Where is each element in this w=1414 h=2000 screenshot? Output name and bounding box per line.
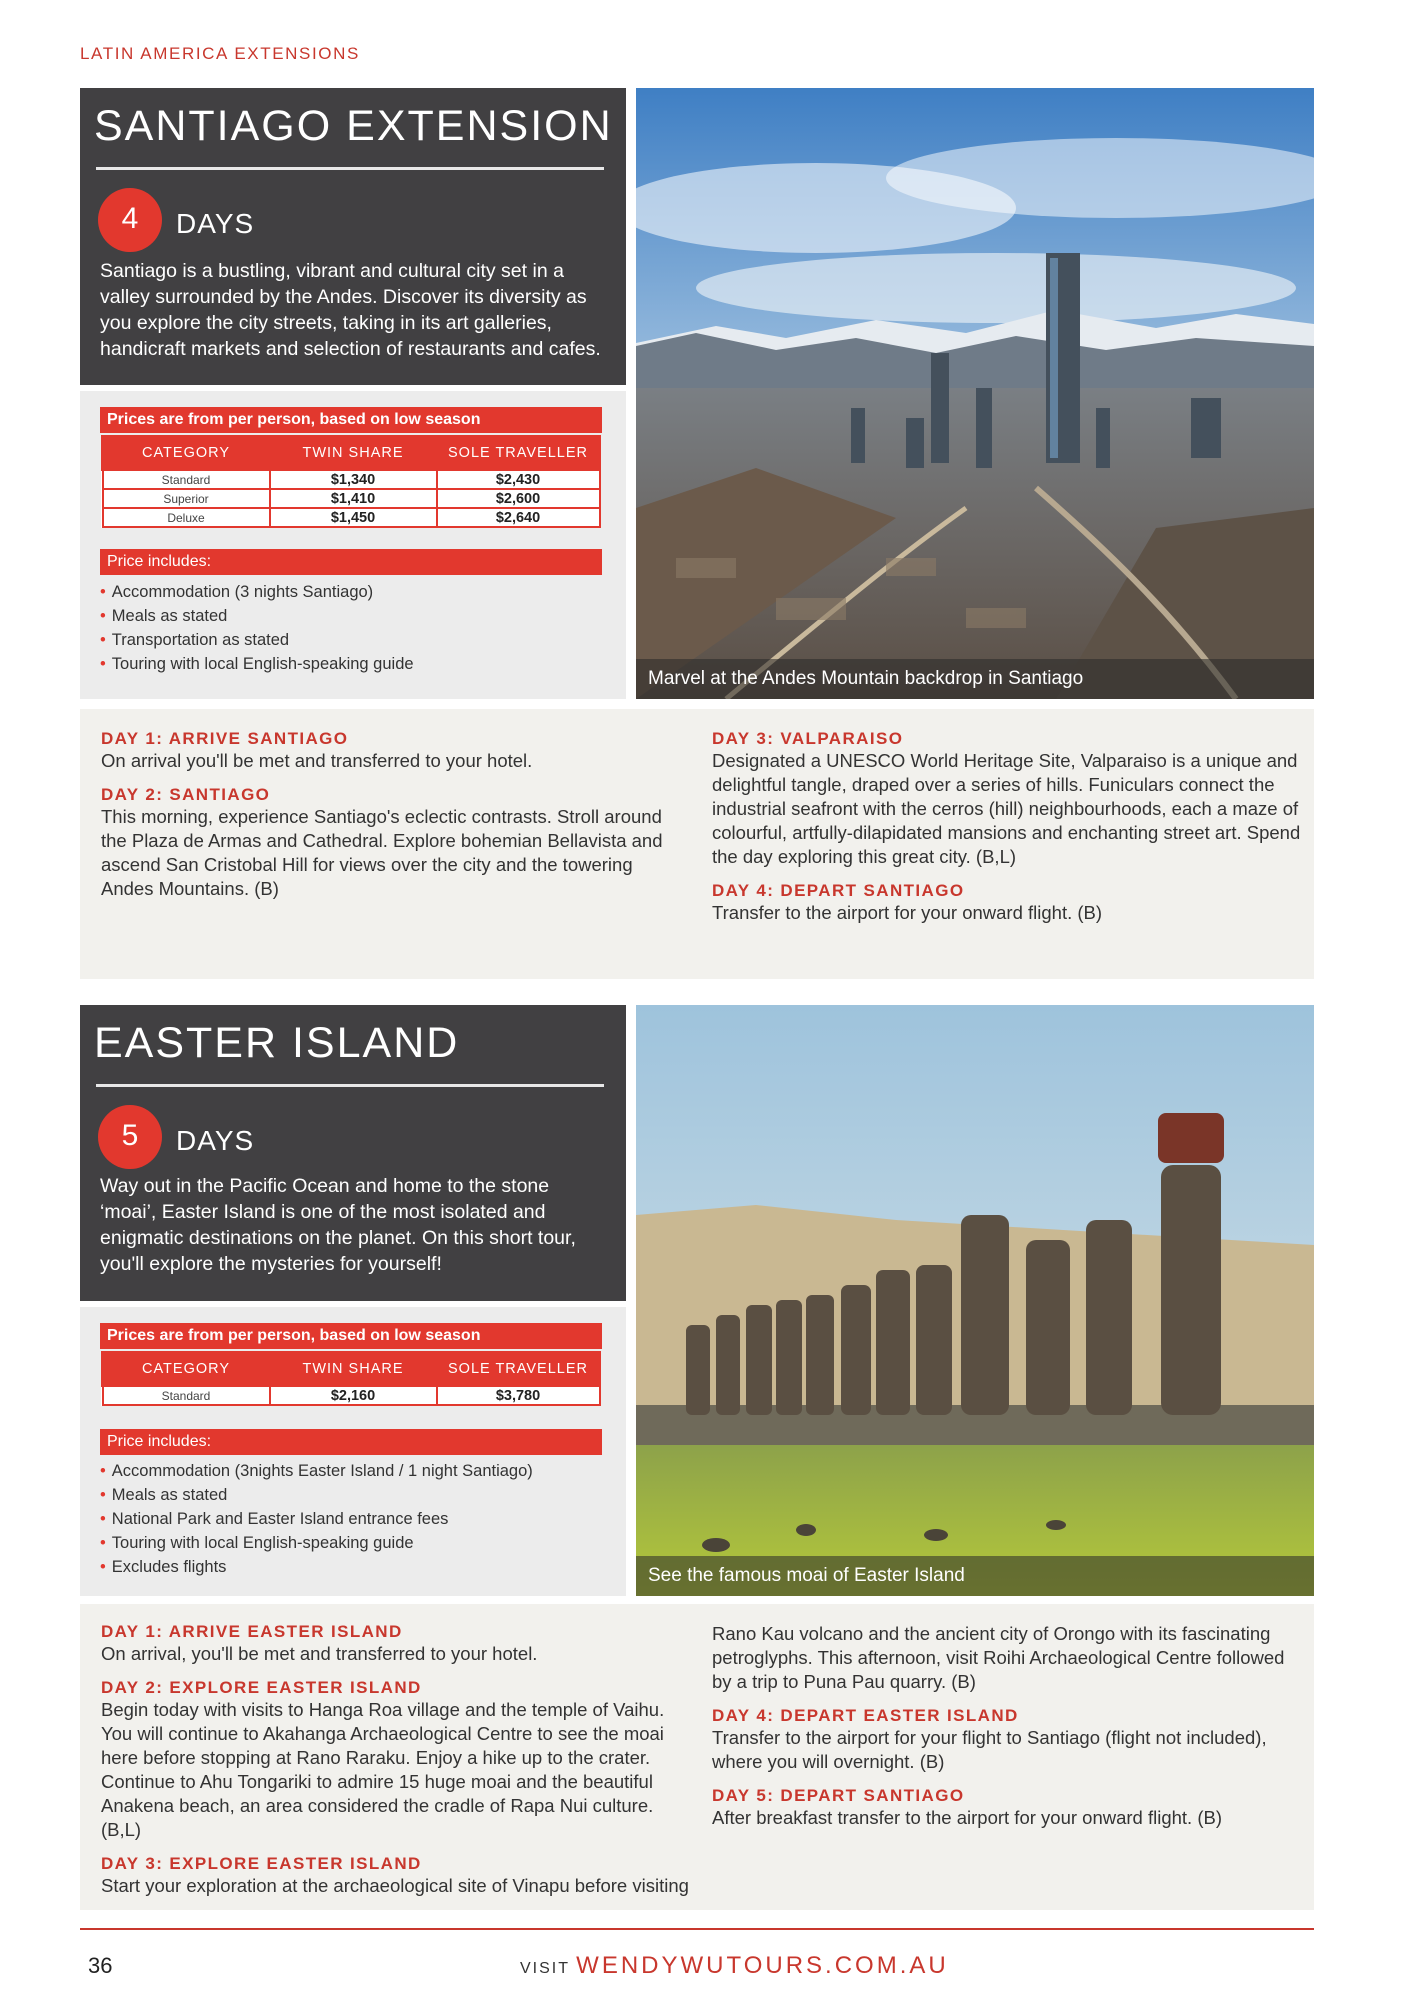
includes-heading: Price includes:	[100, 1429, 602, 1455]
visit-label: VISIT	[520, 1960, 570, 1977]
moai-image	[636, 1005, 1314, 1596]
day-heading: DAY 3: EXPLORE EASTER ISLAND	[101, 1854, 422, 1873]
prices-heading: Prices are from per person, based on low season	[100, 407, 602, 433]
easter-itinerary	[80, 1604, 1314, 1910]
day-text: Designated a UNESCO World Heritage Site, Valparaiso is a unique and delightful tangle, draped over a series of hills. Funiculars connect the industrial seafront with the cerros (hill) neighbourhoods, each a maze of colourful, artfully-dilapidated mansions and enchanting street art. Spend the day exploring this great city. (B,L)	[712, 750, 1301, 867]
list-item-text: Excludes flights	[111, 1558, 227, 1576]
list-item: • National Park and Easter Island entrance fees	[100, 1510, 449, 1528]
twin-price-cell: $1,410	[270, 489, 437, 508]
table-row	[103, 508, 600, 527]
santiago-title: SANTIAGO EXTENSION	[94, 102, 613, 150]
list-item-text: Accommodation (3nights Easter Island / 1 night Santiago)	[111, 1462, 533, 1480]
itinerary-col-left	[101, 1622, 691, 1898]
day-heading: DAY 1: ARRIVE EASTER ISLAND	[101, 1622, 403, 1641]
day-text: Begin today with visits to Hanga Roa village and the temple of Vaihu. You will continue to Akahanga Archaeological Centre to see the moai here before stopping at Rano Raraku. Enjoy a hike up to the crater. Continue to Ahu Tongariki to admire 15 huge moai and the beautiful Anakena beach, an area considered the cradle of Rapa Nui culture. (B,L)	[101, 1699, 665, 1840]
santiago-cityscape-image	[636, 88, 1314, 699]
column-header: TWIN SHARE	[270, 437, 437, 470]
days-label: DAYS	[176, 208, 255, 239]
column-header: CATEGORY	[103, 1353, 270, 1386]
day-heading: DAY 1: ARRIVE SANTIAGO	[101, 729, 349, 748]
list-item: • Excludes flights	[100, 1558, 227, 1576]
day-text: Transfer to the airport for your flight to Santiago (flight not included), where you will overnight. (B)	[712, 1727, 1267, 1772]
list-item: • Accommodation (3nights Easter Island / 1 night Santiago)	[100, 1462, 533, 1480]
table-row	[103, 1386, 600, 1406]
day-heading: DAY 4: DEPART SANTIAGO	[712, 881, 965, 900]
itinerary-col-right	[712, 729, 1302, 925]
list-item-text: Accommodation (3 nights Santiago)	[111, 583, 374, 601]
includes-list	[100, 580, 414, 676]
list-item: • Meals as stated	[100, 607, 228, 625]
category-cell: Superior	[103, 489, 270, 508]
day-heading: DAY 2: EXPLORE EASTER ISLAND	[101, 1678, 422, 1697]
table-row	[103, 470, 600, 490]
list-item: • Touring with local English-speaking guide	[100, 1534, 414, 1552]
twin-price-cell: $1,450	[270, 508, 437, 527]
itinerary-col-right	[712, 1622, 1302, 1830]
list-item-text: Transportation as stated	[111, 631, 290, 649]
list-item-text: Meals as stated	[111, 607, 228, 625]
column-header: SOLE TRAVELLER	[437, 1353, 600, 1386]
day-heading: DAY 4: DEPART EASTER ISLAND	[712, 1706, 1019, 1725]
easter-intro: Way out in the Pacific Ocean and home to the stone ‘moai’, Easter Island is one of the most isolated and enigmatic destinations on the planet. On this short tour, you'll explore the mysteries for yourself!	[100, 1175, 576, 1275]
prices-heading: Prices are from per person, based on low season	[100, 1323, 602, 1349]
category-cell: Deluxe	[103, 508, 270, 527]
title-rule	[96, 1084, 604, 1087]
itinerary-col-left	[101, 729, 681, 901]
column-header: CATEGORY	[103, 437, 270, 470]
days-badge: 4	[98, 188, 162, 252]
day-heading: DAY 5: DEPART SANTIAGO	[712, 1786, 965, 1805]
photo-caption: See the famous moai of Easter Island	[636, 1556, 1314, 1596]
twin-price-cell: $2,160	[270, 1386, 437, 1406]
category-cell: Standard	[103, 1386, 270, 1406]
list-item: • Accommodation (3 nights Santiago)	[100, 583, 374, 601]
category-cell: Standard	[103, 470, 270, 490]
day-text: On arrival you'll be met and transferred to your hotel.	[101, 750, 533, 771]
list-item-text: Touring with local English-speaking guide	[111, 1534, 414, 1552]
price-table-header	[103, 437, 600, 470]
easter-photo	[636, 1005, 1314, 1596]
website-link[interactable]: WENDYWUTOURS.COM.AU	[576, 1952, 949, 1979]
table-row	[103, 489, 600, 508]
price-table	[101, 1351, 601, 1406]
solo-price-cell: $3,780	[437, 1386, 600, 1406]
list-item-text: Touring with local English-speaking guide	[111, 655, 414, 673]
list-item: • Touring with local English-speaking guide	[100, 655, 414, 673]
day-text: Transfer to the airport for your onward flight. (B)	[712, 902, 1103, 923]
list-item: • Meals as stated	[100, 1486, 228, 1504]
day-text: Start your exploration at the archaeological site of Vinapu before visiting	[101, 1875, 689, 1896]
column-header: SOLE TRAVELLER	[437, 437, 600, 470]
day-text: Rano Kau volcano and the ancient city of Orongo with its fascinating petroglyphs. This afternoon, visit Roihi Archaeological Centre followed by a trip to Puna Pau quarry. (B)	[712, 1623, 1285, 1692]
photo-caption: Marvel at the Andes Mountain backdrop in Santiago	[636, 659, 1314, 699]
list-item: • Transportation as stated	[100, 631, 290, 649]
day-text: This morning, experience Santiago's eclectic contrasts. Stroll around the Plaza de Armas and Cathedral. Explore bohemian Bellavista and ascend San Cristobal Hill for views over the city and the towering Andes Mountains. (B)	[101, 806, 663, 899]
list-item-text: National Park and Easter Island entrance fees	[111, 1510, 449, 1528]
santiago-intro: Santiago is a bustling, vibrant and cultural city set in a valley surrounded by the Andes. Discover its diversity as you explore the city streets, taking in its art galleries, handicraft markets and selection of restaurants and cafes.	[100, 260, 601, 360]
easter-title: EASTER ISLAND	[94, 1019, 460, 1067]
page-number: 36	[88, 1953, 113, 1978]
price-table	[101, 435, 601, 528]
day-text: After breakfast transfer to the airport for your onward flight. (B)	[712, 1807, 1222, 1828]
solo-price-cell: $2,430	[437, 470, 600, 490]
solo-price-cell: $2,600	[437, 489, 600, 508]
easter-price-panel	[80, 1307, 626, 1596]
footer-visit	[520, 1952, 949, 1980]
includes-list	[100, 1459, 533, 1579]
list-item-text: Meals as stated	[111, 1486, 228, 1504]
title-rule	[96, 167, 604, 170]
santiago-itinerary	[80, 709, 1314, 979]
days-badge: 5	[98, 1105, 162, 1169]
twin-price-cell: $1,340	[270, 470, 437, 490]
solo-price-cell: $2,640	[437, 508, 600, 527]
days-label: DAYS	[176, 1125, 255, 1156]
section-label: LATIN AMERICA EXTENSIONS	[80, 44, 360, 63]
santiago-price-panel	[80, 391, 626, 699]
easter-intro-panel	[80, 1005, 626, 1301]
footer-rule	[80, 1928, 1314, 1930]
day-text: On arrival, you'll be met and transferred to your hotel.	[101, 1643, 538, 1664]
price-table-header	[103, 1353, 600, 1386]
santiago-photo	[636, 88, 1314, 699]
santiago-intro-panel	[80, 88, 626, 385]
day-heading: DAY 3: VALPARAISO	[712, 729, 904, 748]
day-heading: DAY 2: SANTIAGO	[101, 785, 271, 804]
column-header: TWIN SHARE	[270, 1353, 437, 1386]
includes-heading: Price includes:	[100, 549, 602, 575]
